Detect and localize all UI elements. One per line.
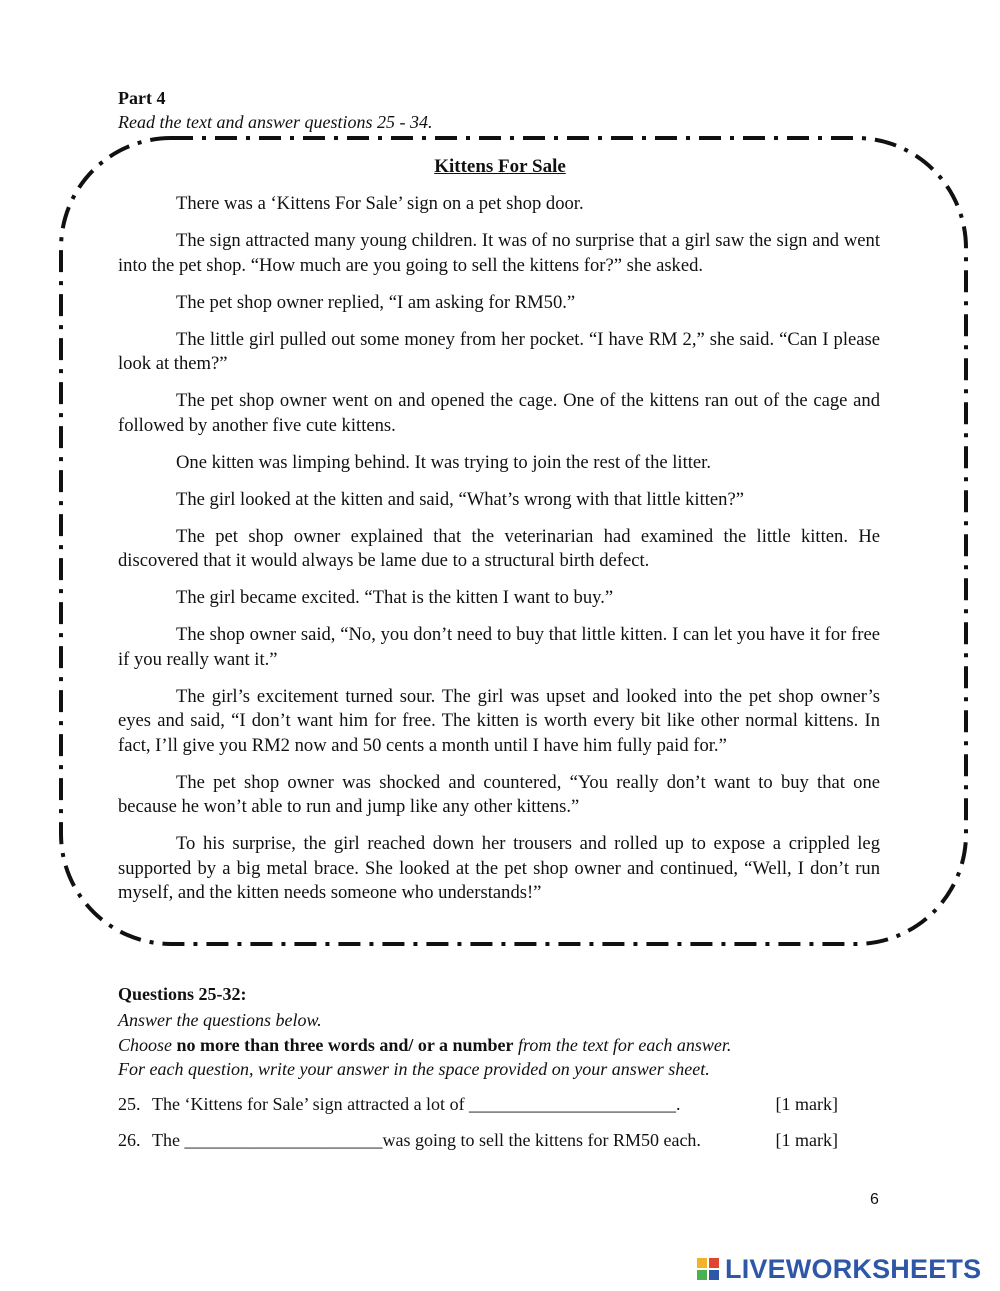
story-paragraph: To his surprise, the girl reached down her trousers and rolled up to expose a crippled leg supported by a big metal brace. She looked at the pet shop owner and continued, “Well, I don’t run myself, and the kitten needs someone who understands!” — [118, 833, 880, 903]
logo-blocks-icon — [697, 1258, 719, 1280]
logo-text: LIVEWORKSHEETS — [725, 1253, 982, 1284]
questions-heading: Questions 25-32: — [118, 984, 247, 1004]
story-paragraph: The girl looked at the kitten and said, “What’s wrong with that little kitten?” — [176, 488, 744, 510]
question-number: 25. — [118, 1094, 141, 1114]
question-26 — [118, 1130, 838, 1151]
story-paragraph: The pet shop owner was shocked and countered, “You really don’t want to buy that one because he won’t able to run and jump like any other kittens.” — [118, 771, 880, 817]
question-25 — [118, 1094, 838, 1115]
questions-instructions — [118, 1008, 731, 1082]
story-title: Kittens For Sale — [434, 156, 566, 177]
story-paragraph: The sign attracted many young children. It was of no surprise that a girl saw the sign and went into the pet shop. “How much are you going to sell the kittens for?” she asked. — [118, 230, 880, 276]
story-paragraph: The pet shop owner went on and opened the cage. One of the kittens ran out of the cage and followed by another five cute kittens. — [118, 390, 880, 436]
question-text: The ‘Kittens for Sale’ sign attracted a lot of _______________________. — [152, 1094, 681, 1114]
story-paragraph: The little girl pulled out some money from her pocket. “I have RM 2,” she said. “Can I please look at them?” — [118, 328, 880, 374]
story-paragraph: The shop owner said, “No, you don’t need to buy that little kitten. I can let you have it for free if you really want it.” — [118, 624, 880, 670]
liveworksheets-logo[interactable] — [697, 1254, 981, 1284]
question-mark: [1 mark] — [775, 1094, 838, 1114]
instruction-line: For each question, write your answer in the space provided on your answer sheet. — [118, 1059, 710, 1079]
instruction-line: Answer the questions below. — [118, 1010, 322, 1030]
question-number: 26. — [118, 1130, 141, 1150]
story-paragraph: The pet shop owner replied, “I am asking for RM50.” — [176, 291, 576, 313]
question-mark: [1 mark] — [775, 1130, 838, 1150]
question-text: The ______________________was going to sell the kittens for RM50 each. — [152, 1130, 701, 1150]
story-paragraph: The pet shop owner explained that the veterinarian had examined the little kitten. He discovered that it would always be lame due to a structural birth defect. — [118, 525, 880, 571]
story-paragraph: The girl became excited. “That is the kitten I want to buy.” — [176, 587, 614, 608]
part-title: Part 4 — [118, 88, 166, 108]
story-paragraph: There was a ‘Kittens For Sale’ sign on a pet shop door. — [176, 193, 584, 214]
story-paragraph: One kitten was limping behind. It was trying to join the rest of the litter. — [176, 451, 711, 473]
part-instruction: Read the text and answer questions 25 - 34. — [118, 112, 433, 132]
story-paragraph: The girl’s excitement turned sour. The girl was upset and looked into the pet shop owner’s eyes and said, “I don’t want him for free. The kitten is worth every bit like other normal kittens. In fact, I’ll give you RM2 now and 50 cents a month until I have him fully paid for.” — [118, 685, 880, 756]
story-text — [118, 192, 880, 918]
instruction-line: Choose no more than three words and/ or a number from the text for each answer. — [118, 1034, 732, 1055]
page-number: 6 — [870, 1191, 879, 1208]
